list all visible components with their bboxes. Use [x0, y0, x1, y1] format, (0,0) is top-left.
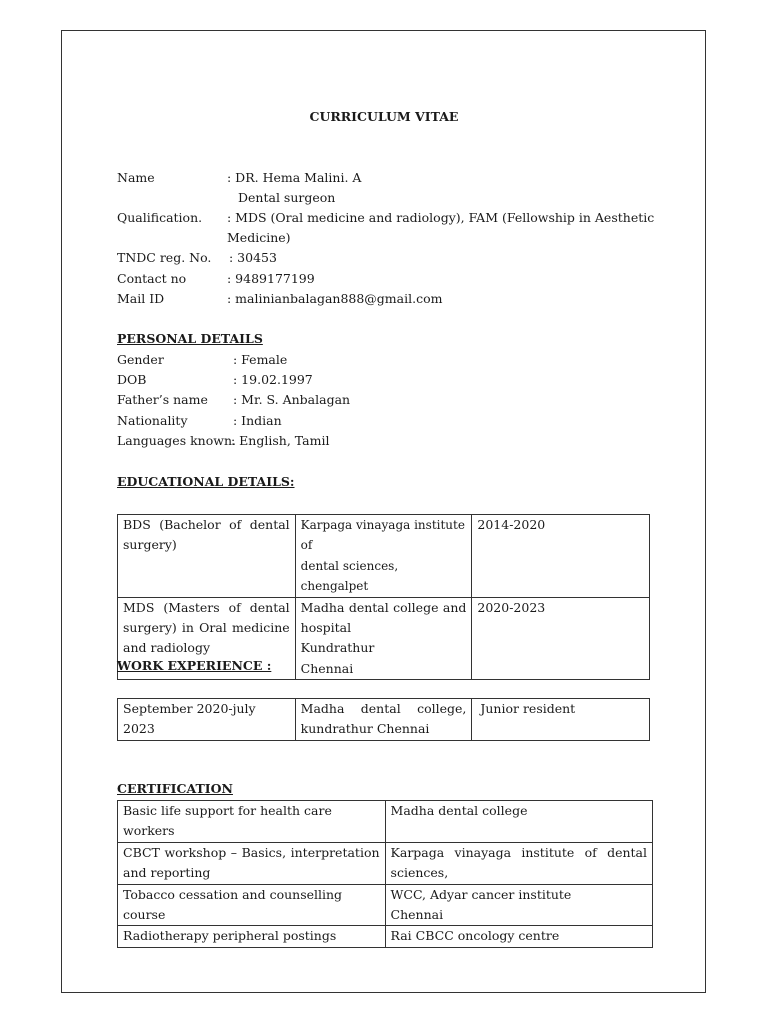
name-value: : DR. Hema Malini. A	[227, 170, 362, 185]
gender-label: Gender	[117, 352, 164, 367]
provider-cell	[385, 926, 652, 947]
course-cell: CBCT workshop – Basics, interpretation and reporting	[118, 842, 386, 884]
table-row	[118, 884, 653, 926]
contact-label: Contact no	[117, 271, 187, 286]
nationality-label: Nationality	[117, 413, 188, 428]
dob-value: : 19.02.1997	[233, 372, 313, 387]
table-row	[118, 699, 650, 741]
nationality-value: : Indian	[233, 413, 282, 428]
institute-cell	[295, 515, 472, 598]
educational-details-heading: EDUCATIONAL DETAILS:	[117, 474, 295, 489]
personal-details-heading: PERSONAL DETAILS	[117, 331, 263, 346]
institute-line: Chennai	[300, 660, 354, 676]
qualification-label: Qualification.	[117, 210, 203, 225]
institute-line: Madha dental college and	[300, 599, 467, 615]
role-cell: Junior resident	[472, 699, 650, 741]
institute-cell	[295, 597, 472, 680]
provider-line: Chennai	[390, 907, 444, 923]
degree-cell: BDS (Bachelor of dental surgery)	[118, 515, 296, 598]
designation-value: Dental surgeon	[238, 190, 336, 205]
course-cell: Radiotherapy peripheral postings	[118, 926, 386, 947]
years-cell: 2014-2020	[472, 515, 650, 598]
institute-line: hospital	[300, 620, 352, 636]
provider-cell: Karpaga vinayaga institute of dental sciences,	[385, 842, 652, 884]
course-cell: Basic life support for health care workers	[118, 801, 386, 843]
father-name-value: : Mr. S. Anbalagan	[233, 392, 351, 407]
name-label: Name	[117, 170, 155, 185]
work-experience-table	[117, 698, 650, 741]
qualification-value: : MDS (Oral medicine and radiology), FAM (Fellowship in Aesthetic	[227, 210, 655, 225]
workplace-cell: Madha dental college, kundrathur Chennai	[295, 699, 472, 741]
provider-line: Rai CBCC oncology centre	[390, 928, 560, 944]
provider-cell	[385, 884, 652, 926]
provider-cell	[385, 801, 652, 843]
certification-heading: CERTIFICATION	[117, 781, 233, 796]
provider-line: Madha dental college	[390, 803, 528, 818]
table-row	[118, 842, 653, 884]
certification-table	[117, 800, 653, 948]
table-row	[118, 926, 653, 947]
languages-value: : English, Tamil	[231, 433, 330, 448]
years-cell: 2020-2023	[472, 597, 650, 680]
table-row	[118, 801, 653, 843]
contact-value: : 9489177199	[227, 271, 315, 286]
table-row	[118, 515, 650, 598]
dob-label: DOB	[117, 372, 147, 387]
course-cell: Tobacco cessation and counselling course	[118, 884, 386, 926]
institute-line: Kundrathur	[300, 640, 375, 656]
work-experience-heading: WORK EXPERIENCE :	[117, 658, 272, 673]
tndc-label: TNDC reg. No.	[117, 250, 212, 265]
father-name-label: Father’s name	[117, 392, 208, 407]
period-cell: September 2020-july 2023	[118, 699, 296, 741]
qualification-value-cont: Medicine)	[227, 230, 291, 245]
page-title: CURRICULUM VITAE	[309, 109, 459, 124]
tndc-value: : 30453	[229, 250, 277, 265]
institute-line: dental sciences, chengalpet	[300, 558, 399, 594]
languages-label: Languages known.	[117, 433, 236, 448]
provider-line: WCC, Adyar cancer institute	[390, 886, 572, 902]
degree-cell: MDS (Masters of dental surgery) in Oral medicine and radiology	[118, 597, 296, 680]
institute-line: Karpaga vinayaga institute of	[300, 518, 465, 553]
mail-label: Mail ID	[117, 291, 165, 306]
mail-value: : malinianbalagan888@gmail.com	[227, 291, 443, 306]
gender-value: : Female	[233, 352, 288, 367]
